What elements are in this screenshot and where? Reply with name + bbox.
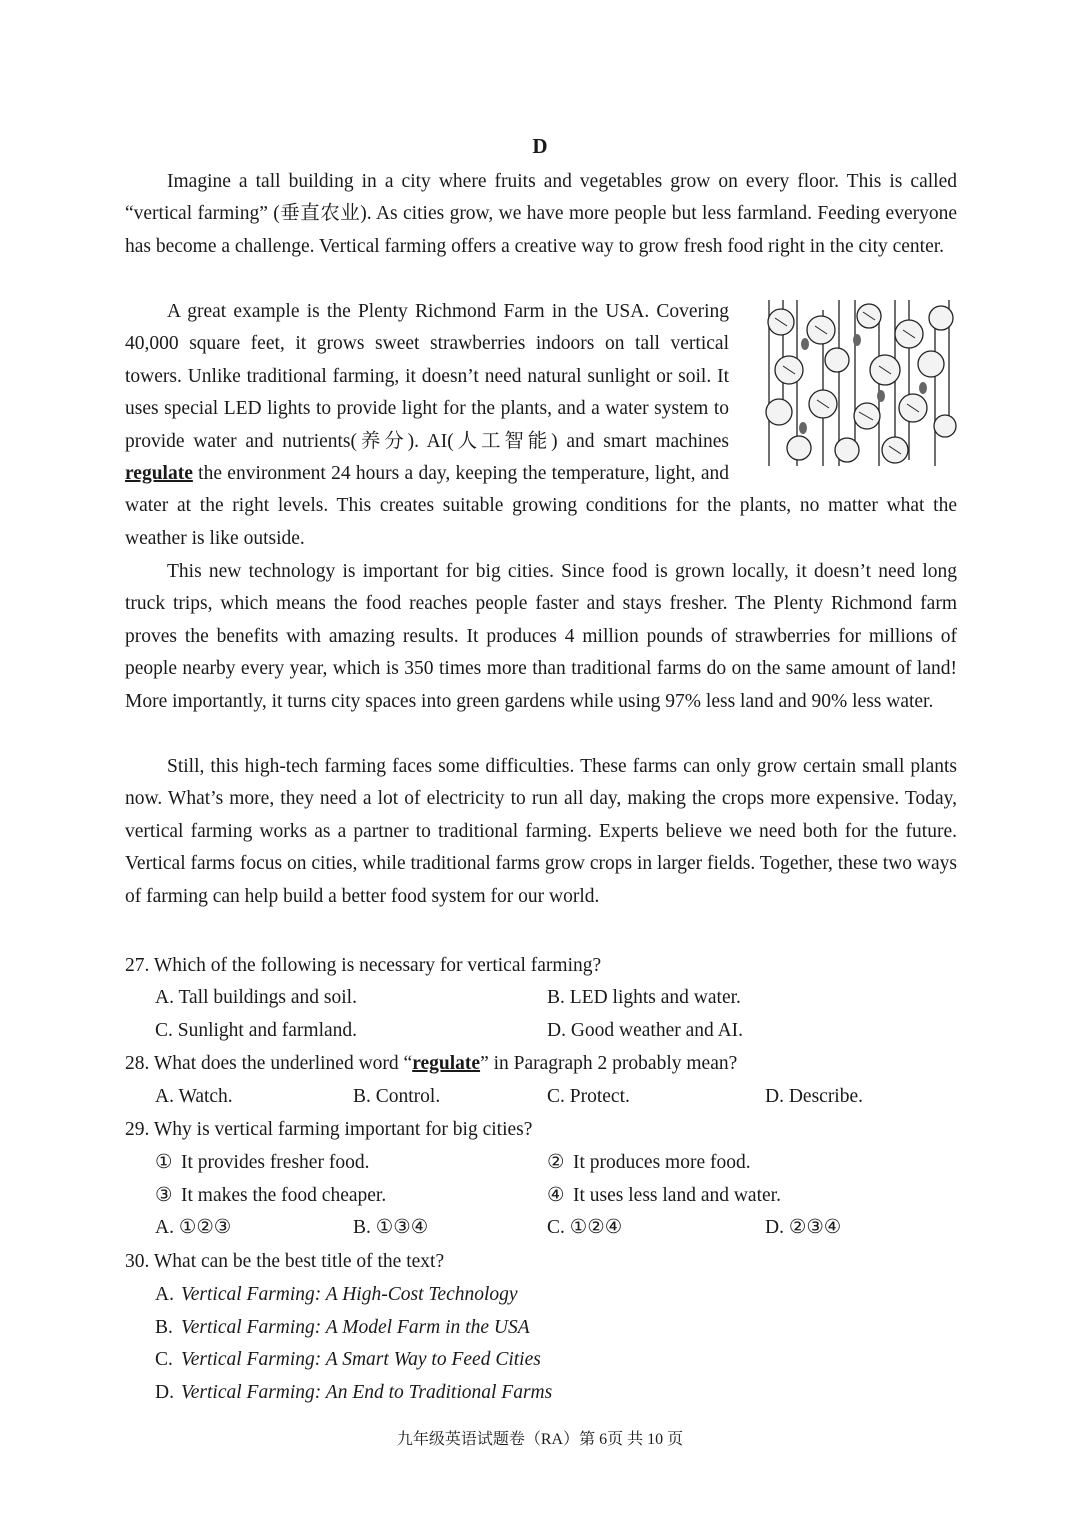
q29-statement-3-number: ③ xyxy=(155,1185,173,1206)
q28-option-d: D. Describe. xyxy=(765,1086,864,1107)
q29-option-a: A. ①②③ xyxy=(155,1217,232,1238)
paragraph-2 xyxy=(125,296,957,555)
q28-underlined-word: regulate xyxy=(412,1053,481,1074)
section-heading: D xyxy=(532,134,548,158)
q28-option-a: A. Watch. xyxy=(155,1086,233,1107)
q27-option-b: B. LED lights and water. xyxy=(547,987,741,1008)
q29-statement-2-text: It produces more food. xyxy=(573,1152,751,1173)
q28-option-b: B. Control. xyxy=(353,1086,441,1107)
question-30-stem: 30. What can be the best title of the text? xyxy=(125,1251,445,1272)
q29-statement-2-number: ② xyxy=(547,1152,565,1173)
paragraph-4 xyxy=(125,751,957,913)
question-28-stem xyxy=(125,1048,737,1080)
q30-option-c-label: C. xyxy=(155,1349,173,1370)
paragraph-3 xyxy=(125,556,957,718)
strawberry-tower-illustration xyxy=(759,300,957,466)
q27-option-c: C. Sunlight and farmland. xyxy=(155,1020,358,1041)
q30-option-d xyxy=(155,1377,552,1409)
q29-option-d: D. ②③④ xyxy=(765,1217,842,1238)
q29-statement-1 xyxy=(155,1147,369,1179)
page-footer: 九年级英语试题卷（RA）第 6页 共 10 页 xyxy=(396,1431,684,1448)
q30-option-c-text: Vertical Farming: A Smart Way to Feed Cities xyxy=(181,1349,541,1370)
q29-statement-4-number: ④ xyxy=(547,1185,565,1206)
paragraph-4-text: Still, this high-tech farming faces some difficulties. These farms can only grow certain small plants now. What’s more, they need a lot of electricity to run all day, making the crops more expensive. Today, vertical farming works as a partner to traditional farming. Experts believe we need both for the future. Vertical farms focus on cities, while traditional farms grow crops in larger fields. Together, these two ways of farming can help build a better food system for our world. xyxy=(125,756,957,907)
q29-statement-2 xyxy=(547,1147,751,1179)
q28-option-c: C. Protect. xyxy=(547,1086,630,1107)
q28-stem-after: ” in Paragraph 2 probably mean? xyxy=(480,1053,738,1074)
q29-statement-4-text: It uses less land and water. xyxy=(573,1185,781,1206)
q28-stem-before: 28. What does the underlined word “ xyxy=(125,1053,413,1074)
q30-option-a-text: Vertical Farming: A High-Cost Technology xyxy=(181,1284,518,1305)
paragraph-1-text: Imagine a tall building in a city where fruits and vegetables grow on every floor. This is called “vertical farming” (垂直农业). As cities grow, we have more people but less farmland. Feeding everyone has become a challenge. Vertical farming offers a creative way to grow fresh food right in the city center. xyxy=(125,171,957,257)
q30-option-b xyxy=(155,1312,530,1344)
underlined-word-regulate: regulate xyxy=(125,463,193,485)
paragraph-2-text-after: the environment 24 hours a day, keeping the temperature, light, and water at the right levels. This creates suitable growing conditions for the plants, no matter what the weather is like outside. xyxy=(125,463,957,549)
question-29-stem: 29. Why is vertical farming important for big cities? xyxy=(125,1119,533,1140)
q27-option-d: D. Good weather and AI. xyxy=(547,1020,744,1041)
paragraph-3-text: This new technology is important for big cities. Since food is grown locally, it doesn’t need long truck trips, which means the food reaches people faster and stays fresher. The Plenty Richmond farm proves the benefits with amazing results. It produces 4 million pounds of strawberries for millions of people nearby every year, which is 350 times more than traditional farms do on the same amount of land! More importantly, it turns city spaces into green gardens while using 97% less land and 90% less water. xyxy=(125,561,957,712)
q30-option-d-label: D. xyxy=(155,1382,174,1403)
question-27-stem: 27. Which of the following is necessary for vertical farming? xyxy=(125,955,602,976)
q30-option-b-text: Vertical Farming: A Model Farm in the USA xyxy=(181,1317,530,1338)
q30-option-d-text: Vertical Farming: An End to Traditional Farms xyxy=(181,1382,553,1403)
q29-option-b: B. ①③④ xyxy=(353,1217,429,1238)
q29-statement-1-text: It provides fresher food. xyxy=(181,1152,370,1173)
q29-statement-1-number: ① xyxy=(155,1152,173,1173)
q29-statement-3 xyxy=(155,1180,386,1212)
q30-option-a xyxy=(155,1279,518,1311)
q29-option-c: C. ①②④ xyxy=(547,1217,623,1238)
q29-statement-3-text: It makes the food cheaper. xyxy=(181,1185,387,1206)
paragraph-1 xyxy=(125,166,957,263)
paragraph-2-text-before: A great example is the Plenty Richmond Farm in the USA. Covering 40,000 square feet, it grows sweet strawberries indoors on tall vertical towers. Unlike traditional farming, it doesn’t need natural sunlight or soil. It uses special LED lights to provide light for the plants, and a water system to provide water and nutrients(养分). AI(人工智能) and smart machines xyxy=(125,301,729,452)
q30-option-b-label: B. xyxy=(155,1317,173,1338)
q27-option-a: A. Tall buildings and soil. xyxy=(155,987,357,1008)
q29-statement-4 xyxy=(547,1180,781,1212)
q30-option-c xyxy=(155,1344,541,1376)
q30-option-a-label: A. xyxy=(155,1284,174,1305)
